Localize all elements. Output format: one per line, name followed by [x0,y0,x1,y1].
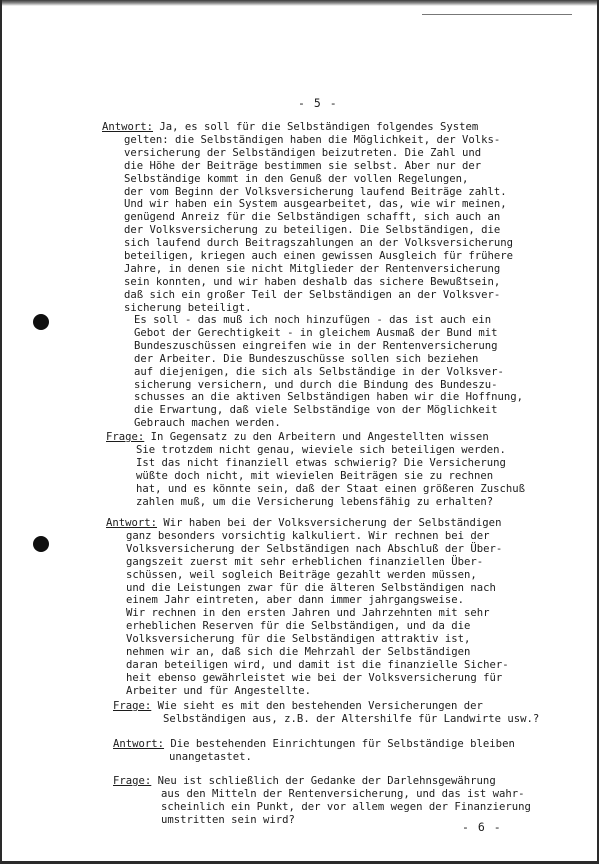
text-line: Frage: In Gegensatz zu den Arbeitern und Angestellten wissen [106,431,489,443]
text-line: der vom Beginn der Volksversicherung laufend Beiträge zahlt. [124,185,507,198]
text-line: heit ebenso gewährleistet wie bei der Volksversicherung für [126,671,503,684]
text-line: sein konnten, und wir haben deshalb das sichere Bewußtsein, [124,275,501,288]
text-line: Selbständige kommt in den Genuß der vollen Regelungen, [124,172,469,185]
text-line: die Höhe der Beiträge bestimmen sie selbst. Aber nur der [124,159,482,172]
text-line: einem Jahr eintreten, aber dann immer jahrgangsweise. [126,594,465,607]
text-line: Jahre, in denen sie nicht Mitglieder der Rentenversicherung [124,262,501,275]
answer-block-1-continued [134,314,523,430]
text-line: gangszeit zuerst mit sehr erheblichen finanziellen Über- [126,555,484,568]
text-line: Wir rechnen in den ersten Jahren und Jahrzehnten mit sehr [126,607,490,620]
answer-block-1 [102,121,513,315]
speaker-label: Antwort: [102,121,154,133]
text-line: auf diejenigen, die sich als Selbständige in der Volksver- [134,365,504,378]
text-line: sicherung versichern, und durch die Bindung des Bundeszu- [134,378,498,391]
text-line: sich laufend durch Beitragszahlungen an der Volksversicherung [124,237,514,250]
text-line: die Erwartung, daß viele Selbständige von der Möglichkeit [134,404,498,417]
text-line: Ist das nicht finanziell etwas schwierig? Die Versicherung [136,456,506,469]
text-line: gelten: die Selbständigen haben die Möglichkeit, der Volks- [124,133,501,146]
text-line: und die Leistungen zwar für die älteren Selbständigen nach [126,581,496,594]
punch-hole-upper [33,314,49,330]
answer-block-2 [106,517,509,698]
text-line: sicherung beteiligt. [124,301,252,314]
question-block-1 [106,431,525,508]
text-line: Und wir haben ein System ausgearbeitet, das, wie wir meinen, [124,198,507,211]
speaker-label: Frage: [113,700,152,712]
speaker-label: Frage: [113,775,152,787]
text-line: Frage: Neu ist schließlich der Gedanke der Darlehnsgewährung [113,775,496,787]
text-line: beteiligen, kriegen auch einen gewissen Ausgleich für frühere [124,250,514,263]
text-line: Sie trotzdem nicht genau, wieviele sich beteiligen werden. [136,443,506,456]
scan-top-edge [2,0,597,6]
answer-block-3 [113,738,515,764]
text-line: Gebot der Gerechtigkeit - in gleichem Ausmaß der Bund mit [134,326,498,339]
text-line: scheinlich ein Punkt, der vor allem wegen der Finanzierung [161,800,531,813]
text-line: schusses an die aktiven Selbständigen haben wir die Hoffnung, [134,391,524,404]
text-line: Frage: Wie sieht es mit den bestehenden Versicherungen der [113,700,483,712]
text-line: Volksversicherung für die Selbständigen attraktiv ist, [126,633,471,646]
text-line: Gebrauch machen werden. [134,417,281,430]
text-line: erheblichen Reserven für die Selbständigen, und da die [126,620,471,633]
text-line: aus den Mitteln der Rentenversicherung, und das ist wahr- [161,787,525,800]
speaker-label: Antwort: [106,517,158,529]
text-line: hat, und es könnte sein, daß der Staat einen größeren Zuschuß [136,482,526,495]
text-line: versicherung der Selbständigen beizutreten. Die Zahl und [124,146,482,159]
text-line: zahlen muß, um die Versicherung lebensfähig zu erhalten? [136,495,494,508]
text-line: Es soll - das muß ich noch hinzufügen - das ist auch ein [134,314,492,326]
page-number: - 5 - [298,96,338,110]
text-line: Arbeiter und für Angestellte. [126,684,311,697]
text-line: daß sich ein großer Teil der Selbständigen an der Volksver- [124,288,501,301]
text-line: ganz besonders vorsichtig kalkuliert. Wir rechnen bei der [126,529,490,542]
scan-edge-mark [422,14,572,15]
text-line: wüßte doch nicht, mit wievielen Beiträgen sie zu rechnen [136,469,494,482]
punch-hole-lower [33,536,49,552]
text-line: umstritten sein wird? [161,813,295,826]
text-line: Antwort: Wir haben bei der Volksversicherung der Selbständigen [106,517,502,529]
text-line: Volksversicherung der Selbständigen nach Abschluß der Über- [126,542,503,555]
text-line: Antwort: Ja, es soll für die Selbständigen folgendes System [102,121,479,133]
speaker-label: Frage: [106,431,145,443]
speaker-label: Antwort: [113,738,165,750]
text-line: Bundeszuschüssen eingreifen wie in der Rentenversicherung [134,339,498,352]
text-line: der Volksversicherung zu beteiligen. Die Selbständigen, die [124,224,501,237]
question-block-2 [113,700,539,726]
question-block-3 [113,775,531,827]
text-line: Selbständigen aus, z.B. der Altershilfe für Landwirte usw.? [163,712,540,725]
text-line: genügend Anreiz für die Selbständigen schafft, sich auch an [124,211,501,224]
text-line: daran beteiligen wird, und damit ist die finanzielle Sicher- [126,658,509,671]
text-line: nehmen wir an, daß sich die Mehrzahl der Selbständigen [126,646,471,659]
next-page-number: - 6 - [462,820,502,834]
text-line: unangetastet. [169,750,252,763]
text-line: Antwort: Die bestehenden Einrichtungen für Selbständige bleiben [113,738,515,750]
text-line: der Arbeiter. Die Bundeszuschüsse sollen sich beziehen [134,352,479,365]
text-line: schüssen, weil sogleich Beiträge gezahlt werden müssen, [126,568,477,581]
